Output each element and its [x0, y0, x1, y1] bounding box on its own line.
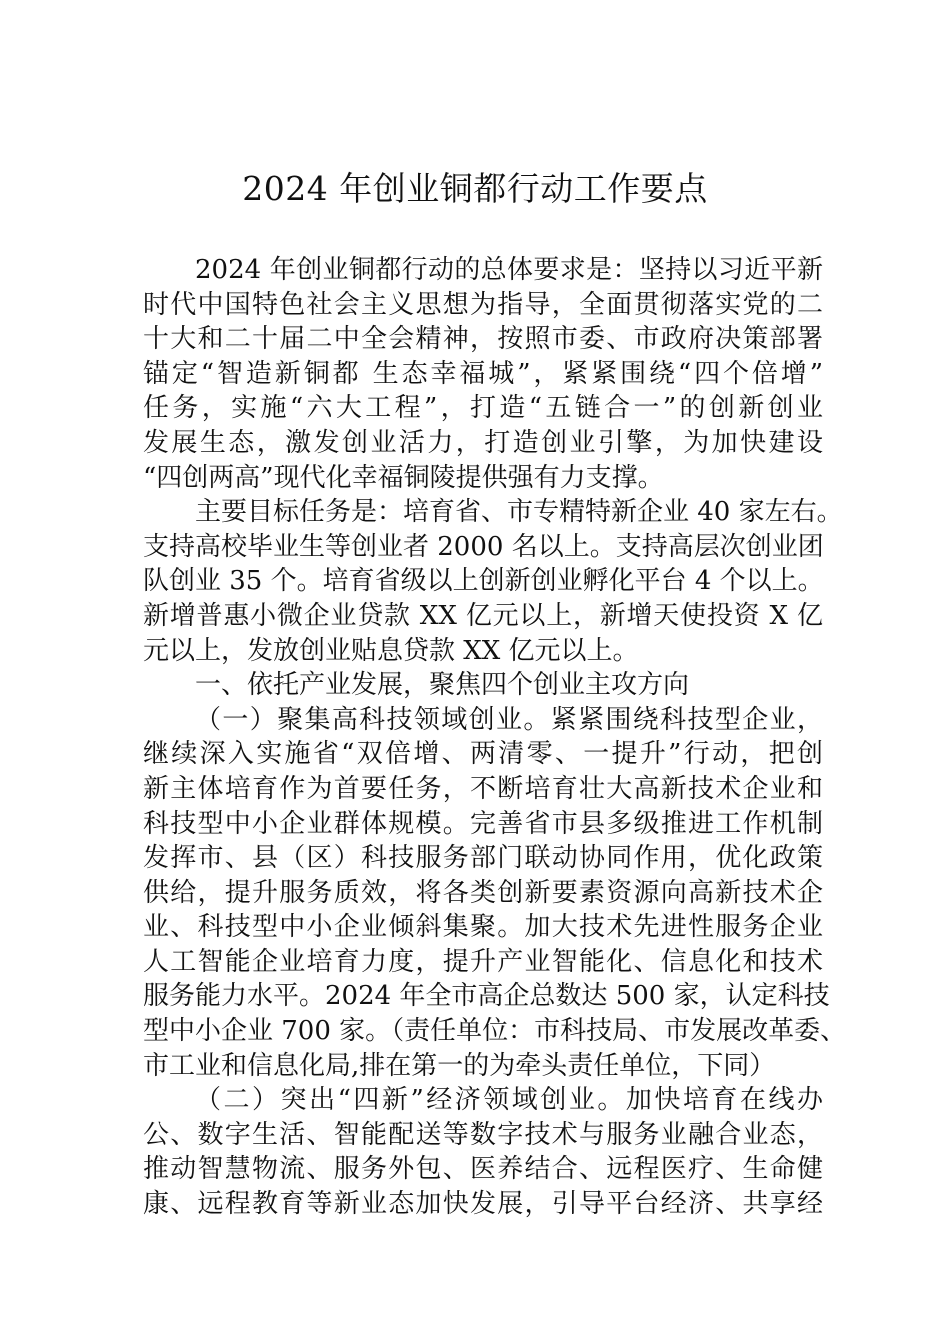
- text-line: 十大和二十届二中全会精神，按照市委、市政府决策部署: [143, 324, 823, 355]
- text-line: 业、科技型中小企业倾斜集聚。加大技术先进性服务企业: [143, 912, 823, 943]
- text-line: 新增普惠小微企业贷款 XX 亿元以上，新增天使投资 X 亿: [143, 600, 823, 631]
- text-line: 服务能力水平。2024 年全市高企总数达 500 家，认定科技: [143, 981, 830, 1012]
- text-line: 主要目标任务是：培育省、市专精特新企业 40 家左右。: [195, 497, 843, 528]
- text-line: 2024 年创业铜都行动的总体要求是：坚持以习近平新: [195, 255, 823, 285]
- text-line: 供给，提升服务质效，将各类创新要素资源向高新技术企: [143, 877, 823, 908]
- text-line: 发挥市、县（区）科技服务部门联动协同作用，优化政策: [143, 843, 823, 874]
- document-title: 2024 年创业铜都行动工作要点: [242, 169, 708, 208]
- text-line: 康、远程教育等新业态加快发展，引导平台经济、共享经: [143, 1189, 823, 1220]
- text-line: “四创两高”现代化幸福铜陵提供强有力支撑。: [143, 462, 664, 493]
- text-line: 型中小企业 700 家。（责任单位：市科技局、市发展改革委、: [143, 1016, 847, 1047]
- text-line: 推动智慧物流、服务外包、医养结合、远程医疗、生命健: [143, 1154, 823, 1185]
- text-line: （一）聚集高科技领域创业。紧紧围绕科技型企业，: [195, 704, 823, 735]
- text-line: 时代中国特色社会主义思想为指导，全面贯彻落实党的二: [143, 289, 823, 320]
- text-line: 支持高校毕业生等创业者 2000 名以上。支持高层次创业团: [143, 531, 824, 562]
- text-line: （二）突出“四新”经济领域创业。加快培育在线办: [195, 1085, 823, 1116]
- text-line: 继续深入实施省“双倍增、两清零、一提升”行动，把创: [143, 739, 823, 770]
- document-body: [143, 253, 847, 1222]
- text-line: 锚定“智造新铜都 生态幸福城”，紧紧围绕“四个倍增”: [143, 358, 823, 389]
- text-line: 发展生态，激发创业活力，打造创业引擎，为加快建设: [143, 427, 823, 458]
- text-line: 人工智能企业培育力度，提升产业智能化、信息化和技术: [143, 946, 823, 977]
- text-line: 队创业 35 个。培育省级以上创新创业孵化平台 4 个以上。: [143, 566, 824, 597]
- text-line: 科技型中小企业群体规模。完善省市县多级推进工作机制: [143, 808, 823, 839]
- text-line: 公、数字生活、智能配送等数字技术与服务业融合业态，: [143, 1119, 823, 1150]
- text-line: 市工业和信息化局,排在第一的为牵头责任单位，下同）: [143, 1050, 776, 1081]
- text-line: 元以上，发放创业贴息贷款 XX 亿元以上。: [143, 635, 639, 666]
- text-line: 任务，实施“六大工程”，打造“五链合一”的创新创业: [143, 393, 823, 424]
- text-line: 一、依托产业发展，聚焦四个创业主攻方向: [195, 670, 690, 701]
- text-line: 新主体培育作为首要任务，不断培育壮大高新技术企业和: [143, 773, 823, 804]
